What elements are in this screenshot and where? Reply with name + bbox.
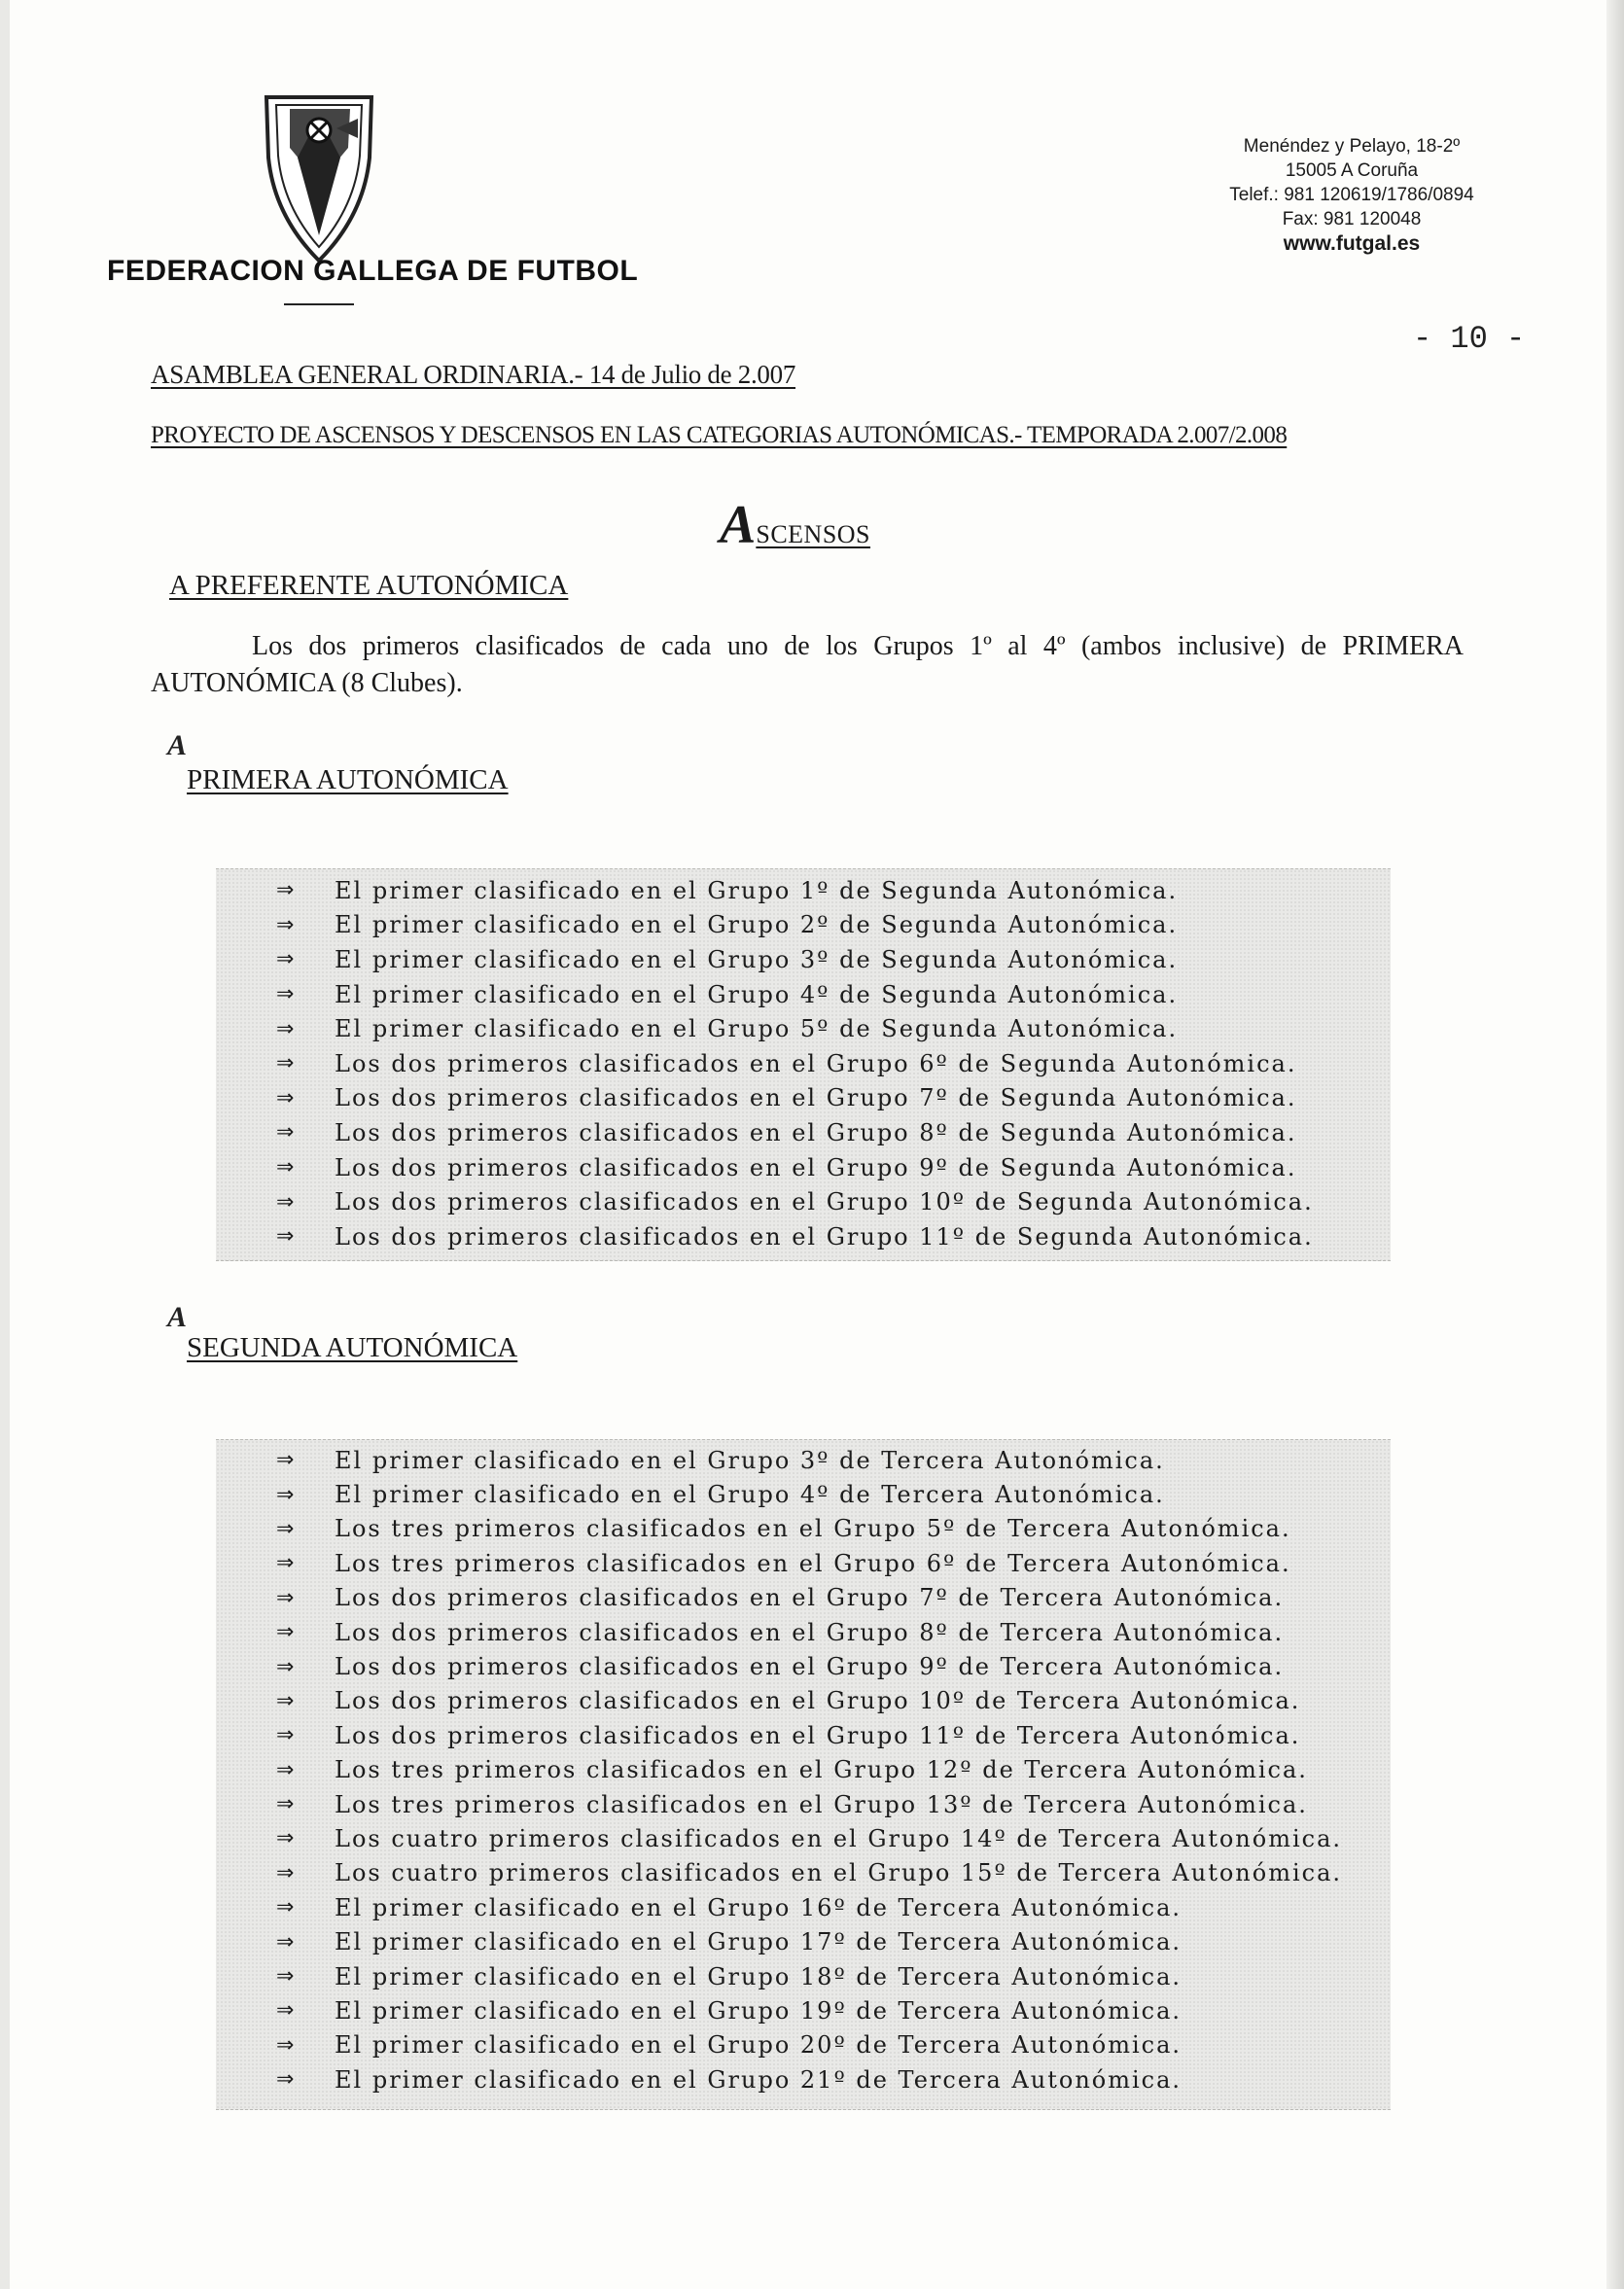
arrow-icon: ⇒ — [276, 1723, 295, 1748]
arrow-icon: ⇒ — [276, 1551, 295, 1576]
list-item — [216, 1924, 1391, 1958]
section-heading-rest: SCENSOS — [756, 520, 871, 548]
list-item — [216, 1615, 1391, 1649]
arrow-icon: ⇒ — [276, 1860, 295, 1885]
list-item-text: El primer clasificado en el Grupo 16º de Tercera Autonómica. — [335, 1893, 1183, 1921]
list-item-text: Los dos primeros clasificados en el Grupo 8º de Segunda Autonómica. — [335, 1118, 1297, 1146]
arrow-icon: ⇒ — [276, 1155, 295, 1180]
list-item-text: Los dos primeros clasificados en el Grupo 11º de Tercera Autonómica. — [335, 1721, 1301, 1749]
project-title: PROYECTO DE ASCENSOS Y DESCENSOS EN LAS CATEGORIAS AUTONÓMICAS.- TEMPORADA 2.007/2.008 — [151, 422, 1288, 448]
list-item — [216, 1993, 1391, 2027]
arrow-icon: ⇒ — [276, 982, 295, 1007]
list-item — [216, 1184, 1391, 1219]
assembly-title: ASAMBLEA GENERAL ORDINARIA.- 14 de Julio de 2.007 — [151, 360, 796, 389]
arrow-icon: ⇒ — [276, 1224, 295, 1250]
arrow-icon: ⇒ — [276, 1895, 295, 1920]
arrow-icon: ⇒ — [276, 2067, 295, 2093]
list-item-text: Los dos primeros clasificados en el Grupo 9º de Segunda Autonómica. — [335, 1153, 1297, 1181]
list-item — [216, 1787, 1391, 1821]
paragraph-line: AUTONÓMICA (8 Clubes). — [151, 668, 463, 698]
arrow-icon: ⇒ — [276, 1654, 295, 1679]
arrow-icon: ⇒ — [276, 1016, 295, 1041]
list-item — [216, 1959, 1391, 1993]
list-item-text: Los dos primeros clasificados en el Grupo 11º de Segunda Autonómica. — [335, 1222, 1314, 1250]
list-item — [216, 1115, 1391, 1150]
postal-line: 15005 A Coruña — [1285, 160, 1419, 181]
arrow-icon: ⇒ — [276, 1792, 295, 1817]
list-item-text: El primer clasificado en el Grupo 21º de Tercera Autonómica. — [335, 2065, 1183, 2094]
list-item-text: Los tres primeros clasificados en el Grupo 12º de Tercera Autonómica. — [335, 1756, 1308, 1784]
list-item-text: El primer clasificado en el Grupo 1º de Segunda Autonómica. — [335, 876, 1179, 904]
arrow-icon: ⇒ — [276, 1051, 295, 1076]
list-item-text: Los tres primeros clasificados en el Grupo 13º de Tercera Autonómica. — [335, 1790, 1308, 1818]
list-item-text: Los tres primeros clasificados en el Grupo 5º de Tercera Autonómica. — [335, 1515, 1291, 1543]
arrow-icon: ⇒ — [276, 912, 295, 937]
contact-block — [1167, 134, 1536, 256]
list-item-text: Los dos primeros clasificados en el Grupo 7º de Segunda Autonómica. — [335, 1084, 1297, 1112]
list-item-text: El primer clasificado en el Grupo 4º de Segunda Autonómica. — [335, 980, 1179, 1008]
heading-segunda: SEGUNDA AUTONÓMICA — [187, 1332, 518, 1363]
arrow-icon: ⇒ — [276, 1189, 295, 1215]
list-item — [216, 2028, 1391, 2062]
page-edge-shadow — [1606, 0, 1624, 2289]
list-item-text: Los dos primeros clasificados en el Grupo 10º de Segunda Autonómica. — [335, 1188, 1314, 1216]
list-item-text: Los cuatro primeros clasificados en el Grupo 14º de Tercera Autonómica. — [335, 1824, 1343, 1852]
list-item — [216, 873, 1391, 908]
list-item-text: El primer clasificado en el Grupo 5º de Segunda Autonómica. — [335, 1015, 1179, 1043]
section-marker: A — [167, 1301, 188, 1333]
arrow-icon: ⇒ — [276, 878, 295, 903]
list-item-text: Los dos primeros clasificados en el Grupo 6º de Segunda Autonómica. — [335, 1049, 1297, 1077]
list-item — [216, 977, 1391, 1012]
arrow-icon: ⇒ — [276, 1482, 295, 1507]
list-item — [216, 1684, 1391, 1718]
list-item — [216, 1546, 1391, 1580]
list-item — [216, 908, 1391, 943]
arrow-icon: ⇒ — [276, 1826, 295, 1851]
list-item-text: Los dos primeros clasificados en el Grupo 7º de Tercera Autonómica. — [335, 1584, 1285, 1612]
list-item-text: El primer clasificado en el Grupo 3º de Tercera Autonómica. — [335, 1446, 1165, 1474]
arrow-icon: ⇒ — [276, 1998, 295, 2024]
list-item-text: El primer clasificado en el Grupo 18º de Tercera Autonómica. — [335, 1962, 1183, 1990]
list-item — [216, 1821, 1391, 1855]
arrow-icon: ⇒ — [276, 1620, 295, 1645]
heading-preferente: A PREFERENTE AUTONÓMICA — [169, 570, 569, 601]
arrow-icon: ⇒ — [276, 1964, 295, 1990]
list-item — [216, 1753, 1391, 1787]
federation-name: FEDERACION GALLEGA DE FUTBOL — [107, 255, 639, 287]
fax-line: Fax: 981 120048 — [1282, 209, 1422, 229]
section-heading-initial: A — [720, 495, 757, 555]
arrow-icon: ⇒ — [276, 1120, 295, 1145]
list-item-text: Los tres primeros clasificados en el Grupo 6º de Tercera Autonómica. — [335, 1549, 1291, 1577]
list-item — [216, 1856, 1391, 1890]
arrow-icon: ⇒ — [276, 947, 295, 972]
list-item — [216, 1443, 1391, 1477]
list-item — [216, 1081, 1391, 1116]
primera-list — [216, 869, 1391, 1254]
list-item — [216, 1649, 1391, 1683]
list-item-text: El primer clasificado en el Grupo 19º de Tercera Autonómica. — [335, 1996, 1183, 2025]
list-item-text: El primer clasificado en el Grupo 4º de Tercera Autonómica. — [335, 1481, 1165, 1509]
arrow-icon: ⇒ — [276, 1516, 295, 1541]
list-item-text: El primer clasificado en el Grupo 2º de Segunda Autonómica. — [335, 911, 1179, 939]
arrow-icon: ⇒ — [276, 1757, 295, 1782]
list-item — [216, 1477, 1391, 1511]
list-item — [216, 1046, 1391, 1081]
phone-line: Telef.: 981 120619/1786/0894 — [1229, 185, 1474, 205]
list-item — [216, 2062, 1391, 2096]
list-item — [216, 1890, 1391, 1924]
list-item-text: Los dos primeros clasificados en el Grupo 10º de Tercera Autonómica. — [335, 1687, 1301, 1715]
list-item — [216, 1150, 1391, 1185]
list-item-text: El primer clasificado en el Grupo 20º de Tercera Autonómica. — [335, 2031, 1183, 2060]
segunda-list — [216, 1440, 1391, 2096]
list-item — [216, 1718, 1391, 1752]
arrow-icon: ⇒ — [276, 1585, 295, 1610]
page-number: - 10 - — [1413, 321, 1526, 357]
segunda-list-box — [216, 1439, 1391, 2110]
list-item — [216, 1581, 1391, 1615]
paragraph-line: Los dos primeros clasificados de cada uno de los Grupos 1º al 4º (ambos inclusive) de PRIMERA — [252, 631, 1464, 661]
divider — [284, 303, 354, 305]
list-item — [216, 1219, 1391, 1254]
section-heading-ascensos — [720, 494, 870, 556]
arrow-icon: ⇒ — [276, 1688, 295, 1713]
list-item — [216, 1011, 1391, 1046]
website-link[interactable]: www.futgal.es — [1283, 232, 1421, 255]
section-marker: A — [167, 729, 188, 761]
arrow-icon: ⇒ — [276, 1448, 295, 1473]
list-item — [216, 942, 1391, 977]
list-item-text: Los cuatro primeros clasificados en el Grupo 15º de Tercera Autonómica. — [335, 1859, 1343, 1887]
preferente-paragraph — [151, 628, 1464, 702]
list-item-text: El primer clasificado en el Grupo 3º de Segunda Autonómica. — [335, 945, 1179, 973]
list-item-text: Los dos primeros clasificados en el Grupo 9º de Tercera Autonómica. — [335, 1653, 1285, 1681]
page-edge — [0, 0, 10, 2289]
heading-primera: PRIMERA AUTONÓMICA — [187, 764, 509, 795]
address-line: Menéndez y Pelayo, 18-2º — [1243, 136, 1461, 157]
arrow-icon: ⇒ — [276, 1085, 295, 1110]
arrow-icon: ⇒ — [276, 2032, 295, 2058]
arrow-icon: ⇒ — [276, 1929, 295, 1954]
primera-list-box — [216, 868, 1391, 1261]
list-item — [216, 1512, 1391, 1546]
list-item-text: Los dos primeros clasificados en el Grupo 8º de Tercera Autonómica. — [335, 1618, 1285, 1646]
federation-crest-logo — [261, 89, 377, 264]
list-item-text: El primer clasificado en el Grupo 17º de Tercera Autonómica. — [335, 1928, 1183, 1956]
